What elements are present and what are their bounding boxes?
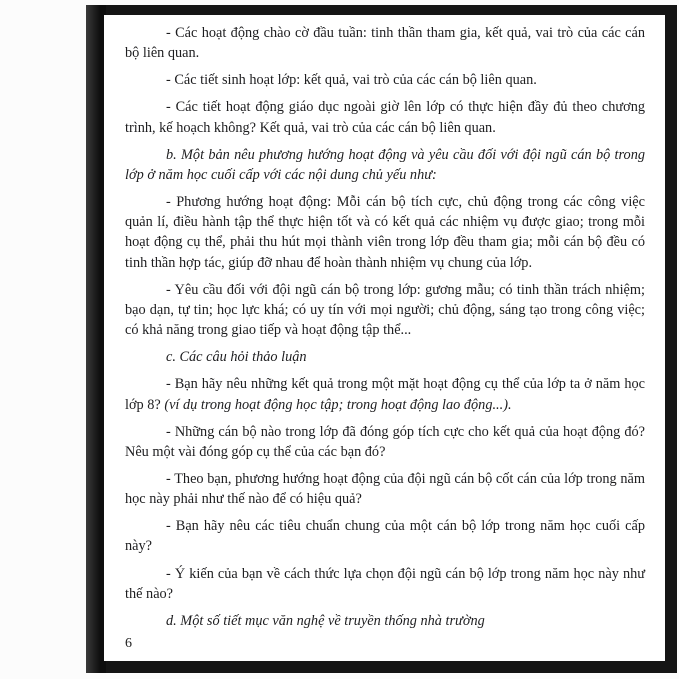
paragraph-run-italic: b. Một bản nêu phương hướng hoạt động và yêu cầu đối với đội ngũ cán bộ trong lớp ở năm học cuối cấp với các nội dung chủ yếu như: [125, 146, 645, 183]
paragraph [125, 280, 645, 340]
paragraph-run: - Theo bạn, phương hướng hoạt động của đội ngũ cán bộ cốt cán của lớp trong năm học này phải như thế nào để có hiệu quả? [125, 470, 645, 508]
paragraph [125, 374, 645, 414]
paragraph [125, 564, 645, 604]
paragraph [125, 469, 645, 509]
paragraph-run: - Bạn hãy nêu những kết quả trong một mặt hoạt động cụ thể của lớp ta ở năm học lớp 8? [125, 376, 645, 413]
paragraph-run-italic: (ví dụ trong hoạt động học tập; trong hoạt động lao động...). [164, 396, 512, 413]
paragraph [125, 70, 645, 90]
paragraph-run: - Ý kiến của bạn về cách thức lựa chọn đội ngũ cán bộ lớp trong năm học này như thế nào? [125, 565, 645, 602]
book-page [104, 15, 665, 661]
paragraph-run: - Bạn hãy nêu các tiêu chuẩn chung của một cán bộ lớp trong năm học cuối cấp này? [125, 518, 645, 555]
paragraph-run: - Các hoạt động chào cờ đầu tuần: tinh thần tham gia, kết quả, vai trò của các cán bộ liên quan. [125, 25, 645, 62]
paragraph [125, 145, 645, 185]
paragraph-run: - Các tiết hoạt động giáo dục ngoài giờ lên lớp có thực hiện đầy đủ theo chương trình, kế hoạch không? Kết quả, vai trò của các cán bộ liên quan. [125, 99, 645, 136]
page-body [125, 23, 645, 638]
paragraph [125, 23, 645, 63]
page-number: 6 [125, 636, 132, 651]
paragraph [125, 516, 645, 556]
paragraph [125, 192, 645, 273]
paragraph-run: - Yêu cầu đối với đội ngũ cán bộ trong lớp: gương mẫu; có tinh thần trách nhiệm; bạo dạn, tự tin; học lực khá; có uy tín với mọi người; chủ động, sáng tạo trong công việc; có khả năng trong giao tiếp và hoạt động tập thể... [125, 281, 645, 339]
paragraph [125, 97, 645, 137]
paragraph [125, 422, 645, 462]
paragraph [125, 347, 645, 367]
paragraph-run-italic: c. Các câu hỏi thảo luận [166, 349, 307, 366]
scanned-page-frame [86, 5, 677, 673]
paragraph-run-italic: d. Một số tiết mục văn nghệ về truyền thống nhà trường [166, 612, 485, 629]
paragraph-run: - Phương hướng hoạt động: Mỗi cán bộ tích cực, chủ động trong các công việc quản lí, điều hành tập thể thực hiện tốt và có kết quả các nhiệm vụ được giao; trong mỗi hoạt động cụ thể, phải thu hút mọi thành viên trong lớp đều tham gia; mỗi cán bộ đều có tinh thần hợp tác, giúp đỡ nhau để hoàn thành nhiệm vụ chung của lớp. [125, 194, 645, 271]
paragraph [125, 611, 645, 631]
paragraph-run: - Những cán bộ nào trong lớp đã đóng góp tích cực cho kết quả của hoạt động đó? Nêu một vài đóng góp cụ thể của các bạn đó? [125, 423, 645, 460]
paragraph-run: - Các tiết sinh hoạt lớp: kết quả, vai trò của các cán bộ liên quan. [166, 72, 537, 89]
